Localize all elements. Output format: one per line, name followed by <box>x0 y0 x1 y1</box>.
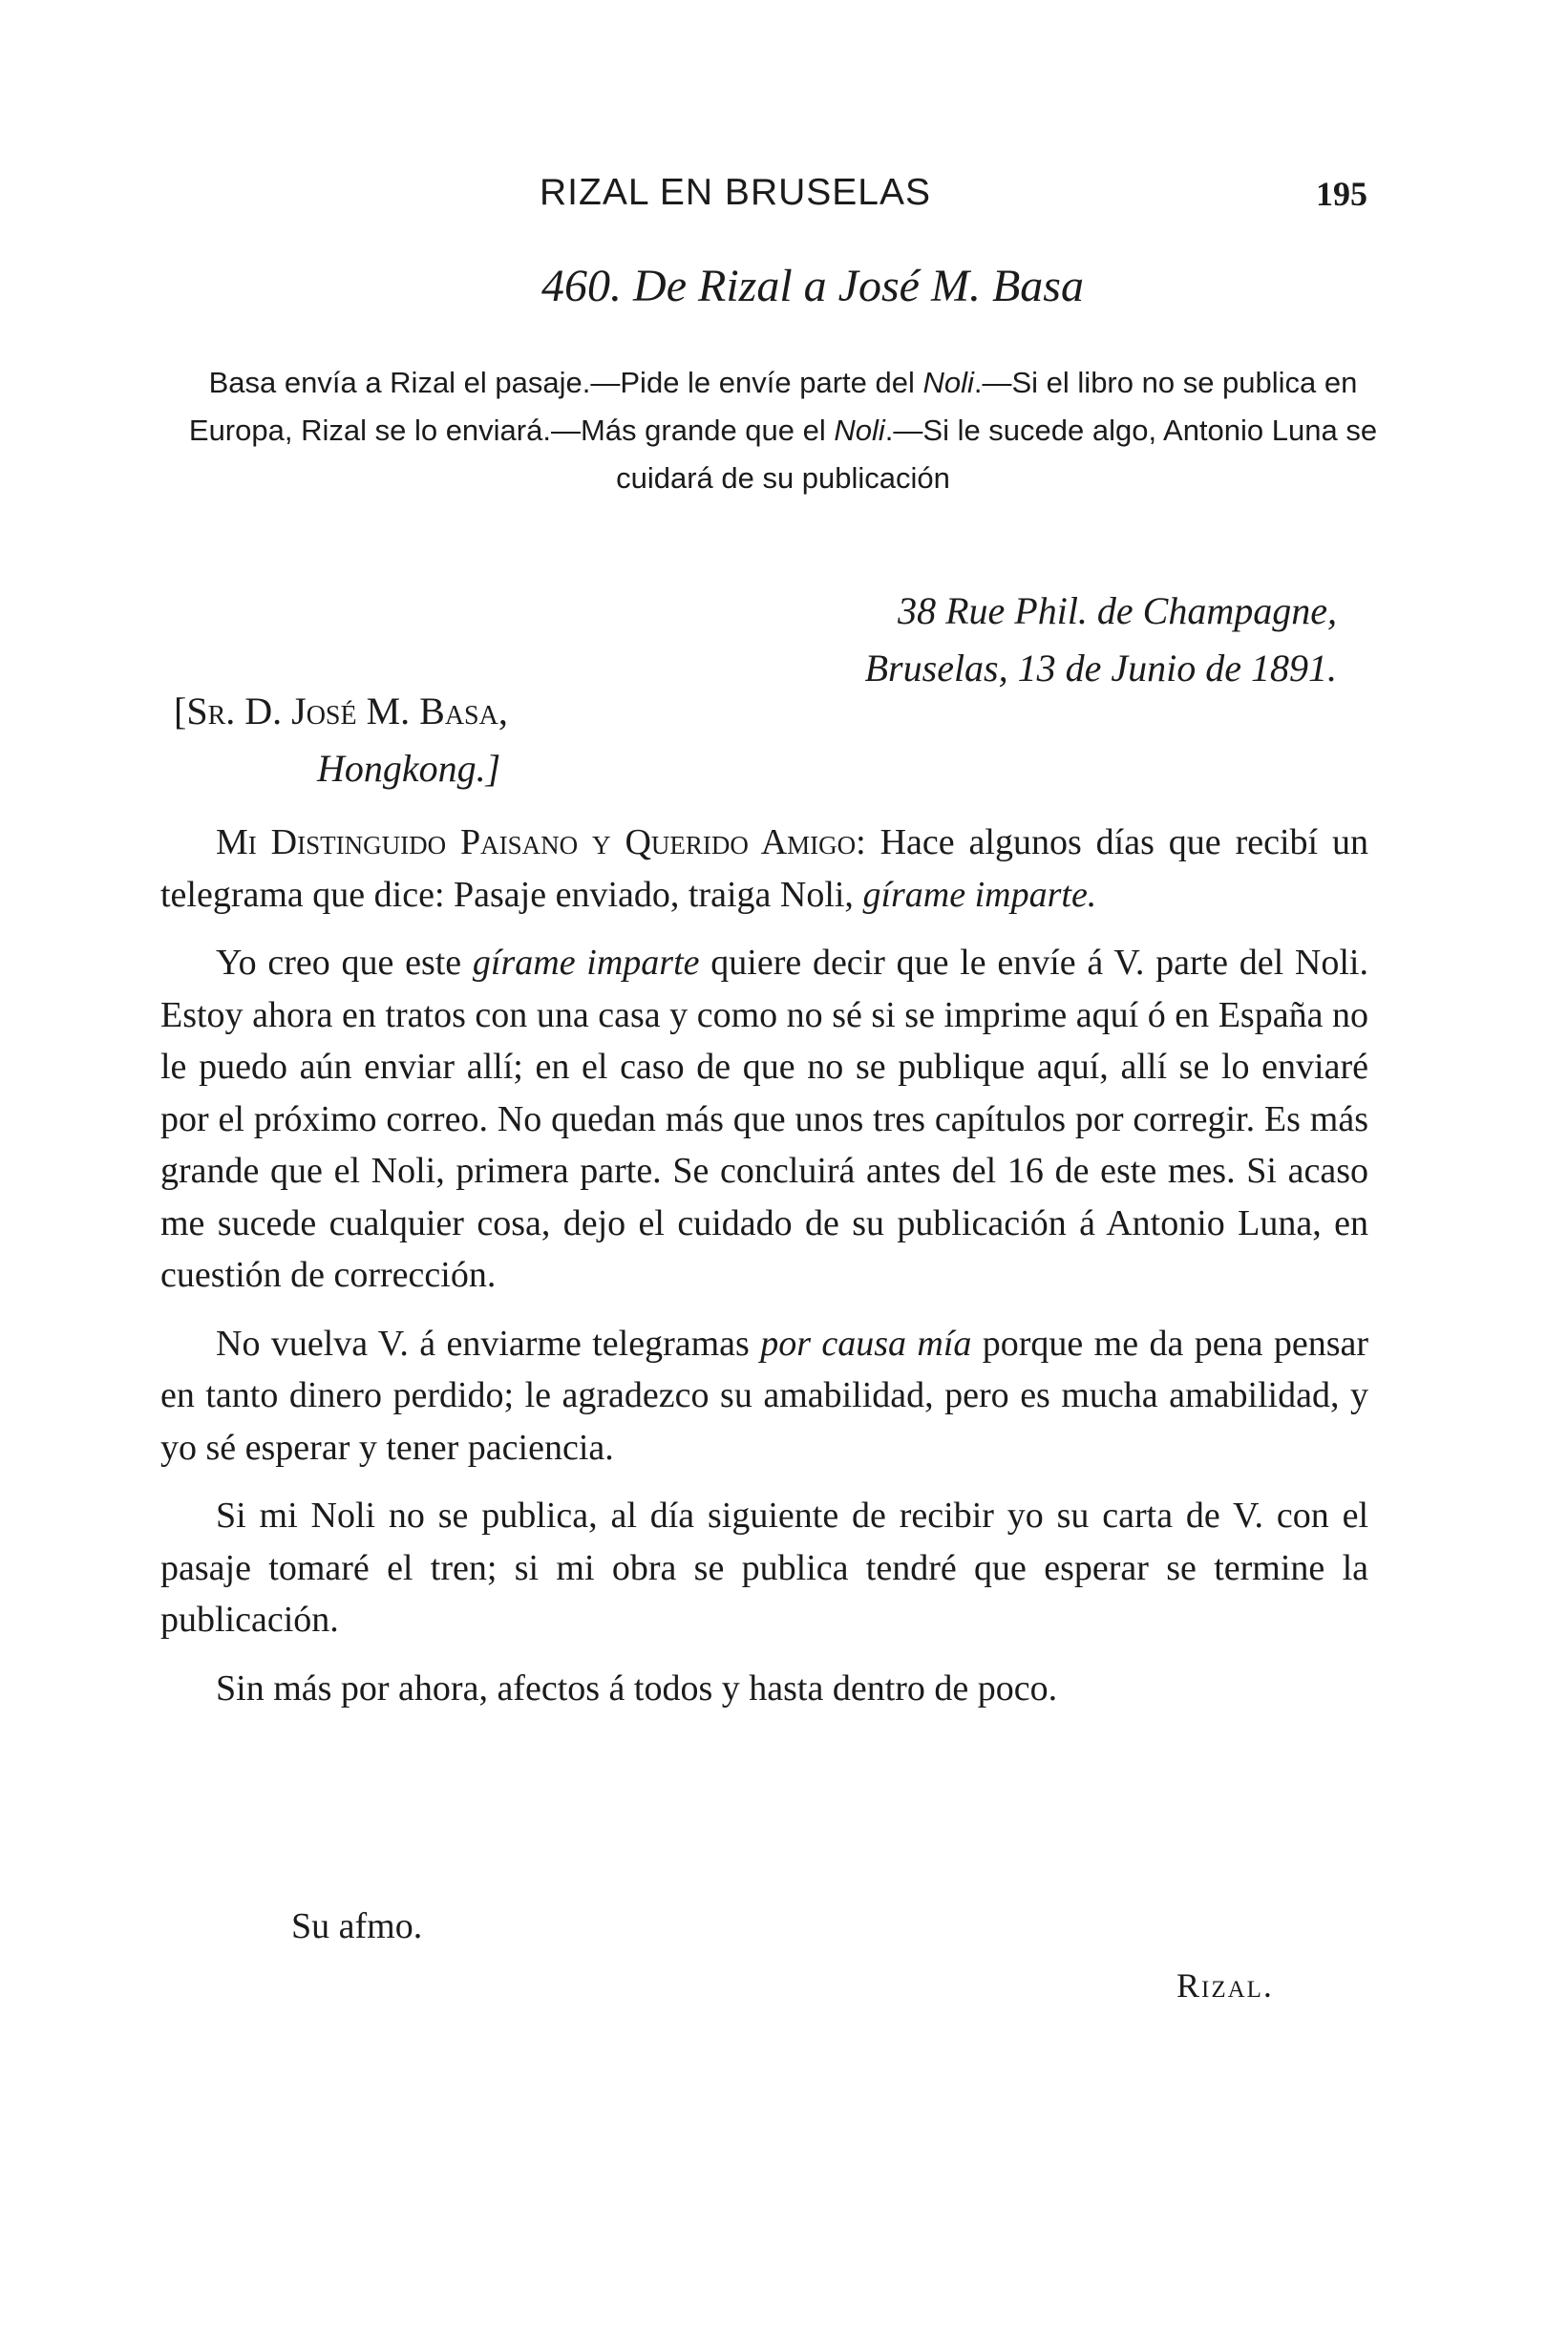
recipient-block <box>174 683 508 797</box>
summary-text-3: .—Si le sucede algo, Antonio Luna se cuidará de su publicación <box>616 414 1378 495</box>
p3-italic: por causa mía <box>760 1323 972 1364</box>
letter-body <box>160 817 1368 1730</box>
closing: Su afmo. <box>291 1906 423 1946</box>
address-line-2: Bruselas, 13 de Junio de 1891. <box>864 647 1337 690</box>
p2-pre: Yo creo que este <box>216 943 473 983</box>
running-title: RIZAL EN BRUSELAS <box>540 172 932 213</box>
paragraph-3 <box>160 1318 1368 1475</box>
recipient-name: [Sr. D. José M. Basa, <box>174 690 508 732</box>
sender-address <box>688 583 1337 697</box>
p3-pre: No vuelva V. á enviarme telegramas <box>216 1323 761 1364</box>
address-line-1: 38 Rue Phil. de Champagne, <box>898 589 1337 632</box>
salutation-caps: Mi Distinguido Paisano y Querido Amigo: <box>216 822 866 862</box>
salutation-text: Hace algunos días que recibí un telegrama que dice: Pasaje enviado, traiga Noli, <box>160 822 1368 915</box>
p2-italic: gírame imparte <box>472 943 700 983</box>
summary-text-1: Basa envía a Rizal el pasaje.—Pide le envíe parte del <box>208 366 923 399</box>
paragraph-5: Sin más por ahora, afectos á todos y hasta dentro de poco. <box>216 1667 1058 1709</box>
paragraph-2 <box>160 937 1368 1302</box>
letter-title: 460. De Rizal a José M. Basa <box>541 261 1084 311</box>
letter-summary <box>177 359 1389 502</box>
page-number: 195 <box>1316 175 1367 213</box>
summary-noli-2: Noli <box>834 414 885 447</box>
signature: Rizal. <box>1176 1966 1274 2005</box>
paragraph-salutation <box>160 817 1368 921</box>
recipient-place: Hongkong.] <box>317 747 501 790</box>
paragraph-4: Si mi Noli no se publica, al día siguiente de recibir yo su carta de V. con el pasaje tomaré el tren; si mi obra se publica tendré que esperar se termine la publicación. <box>160 1496 1368 1640</box>
summary-noli-1: Noli <box>922 366 974 399</box>
running-head <box>0 172 1568 229</box>
salutation-italic: gírame imparte. <box>862 874 1097 915</box>
summary-text-2: .—Si el libro no se publica en Europa, Rizal se lo enviará.—Más grande que el <box>188 366 1358 447</box>
p3-post: porque me da pena pensar en tanto dinero perdido; le agradezco su amabilidad, pero es mucha amabilidad, y yo sé esperar y tener paciencia. <box>160 1323 1369 1468</box>
p2-post: quiere decir que le envíe á V. parte del Noli. Estoy ahora en tratos con una casa y como no sé si se imprime aquí ó en España no le puedo aún enviar allí; en el caso de que no se publique aquí, allí se lo enviaré por el próximo correo. No quedan más que unos tres capítulos por corregir. Es más grande que el Noli, primera parte. Se concluirá antes del 16 de este mes. Si acaso me sucede cualquier cosa, dejo el cuidado de su publicación á Antonio Luna, en cuestión de corrección. <box>160 943 1368 1295</box>
